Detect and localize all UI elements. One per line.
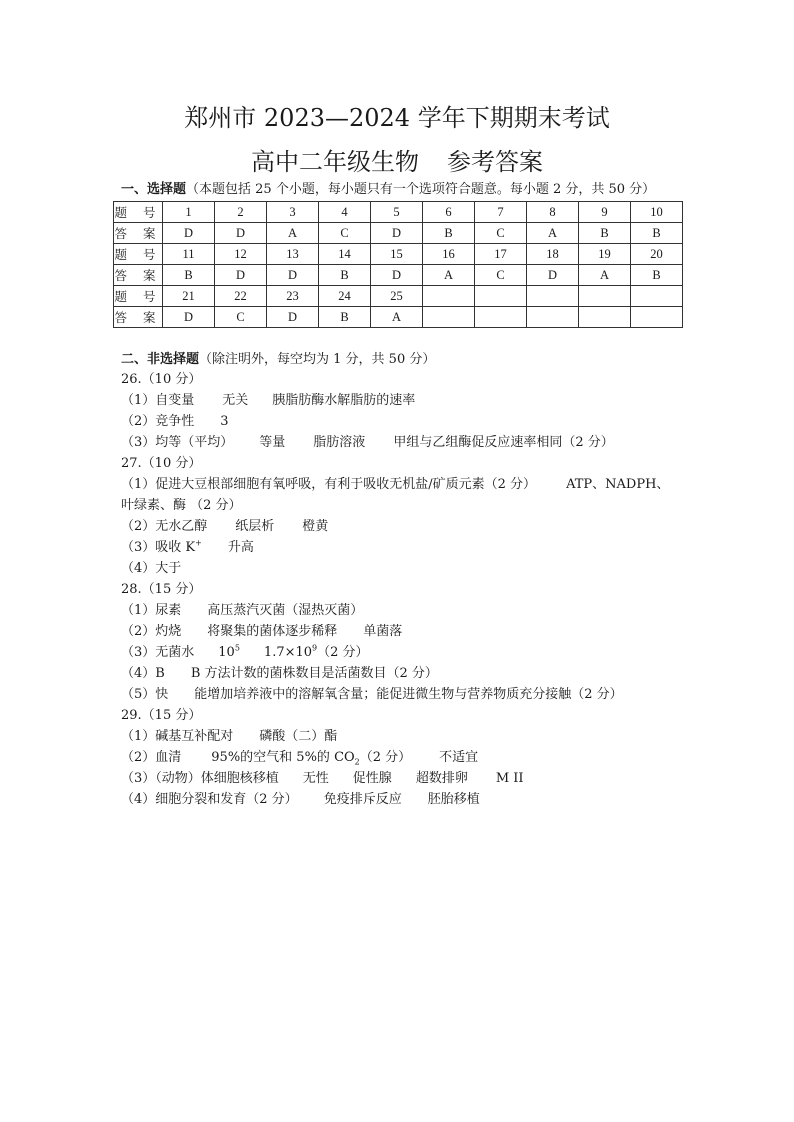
q28-line5: （5）快 能增加培养液中的溶解氧含量；能促进微生物与营养物质充分接触（2 分） — [121, 687, 623, 702]
section1-note: （本题包括 25 个小题，每小题只有一个选项符合题意。每小题 2 分，共 50 分） — [186, 182, 656, 197]
answer-cell — [423, 307, 475, 328]
table-row-numbers — [114, 286, 683, 307]
question-number-cell: 18 — [527, 244, 579, 265]
q29-head: 29.（15 分） — [121, 708, 202, 723]
q27-line3: （3）吸收 K+ 升高 — [121, 538, 254, 555]
answer-cell: D — [163, 223, 215, 244]
q29-line3: （3）（动物）体细胞核移植 无性 促性腺 超数排卵 M II — [121, 771, 524, 786]
answer-cell: D — [215, 265, 267, 286]
q26-line1: （1）自变量 无关 胰脂肪酶水解脂肪的速率 — [121, 393, 416, 408]
row-label-answer: 答 案 — [114, 223, 163, 244]
answer-cell — [631, 307, 683, 328]
table-row-answers — [114, 223, 683, 244]
q26-line3: （3）均等（平均） 等量 脂肪溶液 甲组与乙组酶促反应速率相同（2 分） — [121, 435, 614, 450]
exam-subtitle — [0, 142, 794, 182]
answer-cell — [579, 307, 631, 328]
q27-line1b: 叶绿素、酶 （2 分） — [121, 498, 242, 513]
table-row-answers — [114, 307, 683, 328]
answer-cell: B — [319, 307, 371, 328]
question-number-cell: 23 — [267, 286, 319, 307]
answer-cell: D — [527, 265, 579, 286]
question-number-cell: 5 — [371, 202, 423, 223]
question-number-cell: 17 — [475, 244, 527, 265]
subtitle-answer-key: 参考答案 — [447, 148, 543, 176]
q27-line2: （2）无水乙醇 纸层析 橙黄 — [121, 519, 329, 534]
question-number-cell: 16 — [423, 244, 475, 265]
answer-cell: D — [267, 265, 319, 286]
answer-cell: C — [319, 223, 371, 244]
q29-line1: （1）碱基互补配对 磷酸（二）酯 — [121, 729, 338, 744]
q28-line2: （2）灼烧 将聚集的菌体逐步稀释 单菌落 — [121, 624, 403, 639]
section1-title: 一、选择题 — [121, 182, 187, 197]
answer-cell: A — [267, 223, 319, 244]
q29-line4: （4）细胞分裂和发育（2 分） 免疫排斥反应 胚胎移植 — [121, 792, 480, 807]
row-label-answer: 答 案 — [114, 265, 163, 286]
answer-cell: B — [579, 223, 631, 244]
exam-title: 郑州市 2023—2024 学年下期期末考试 — [184, 104, 610, 132]
question-number-cell: 19 — [579, 244, 631, 265]
question-number-cell: 25 — [371, 286, 423, 307]
row-label-answer: 答 案 — [114, 307, 163, 328]
q29-line2: （2）血清 95%的空气和 5%的 $CO_2(2$ 分） 不适宜 — [121, 750, 479, 767]
section1-heading — [121, 181, 655, 199]
answer-cell: A — [527, 223, 579, 244]
answer-cell: A — [579, 265, 631, 286]
answer-cell: D — [163, 307, 215, 328]
q27-head: 27.（10 分） — [121, 456, 202, 471]
answer-cell: A — [423, 265, 475, 286]
table-row-answers — [114, 265, 683, 286]
table-row-numbers — [114, 202, 683, 223]
question-number-cell: 7 — [475, 202, 527, 223]
section2-title: 二、非选择题 — [121, 352, 200, 367]
question-number-cell: 3 — [267, 202, 319, 223]
answer-cell: C — [215, 307, 267, 328]
answer-cell: C — [475, 265, 527, 286]
question-number-cell — [579, 286, 631, 307]
answer-cell: A — [371, 307, 423, 328]
question-number-cell: 22 — [215, 286, 267, 307]
question-number-cell: 11 — [163, 244, 215, 265]
question-number-cell: 15 — [371, 244, 423, 265]
answer-cell: B — [423, 223, 475, 244]
question-number-cell — [475, 286, 527, 307]
question-number-cell: 21 — [163, 286, 215, 307]
answer-cell: C — [475, 223, 527, 244]
answer-cell: B — [163, 265, 215, 286]
q28-line4: （4）B B 方法计数的菌株数目是活菌数目（2 分） — [121, 666, 438, 681]
question-number-cell: 20 — [631, 244, 683, 265]
row-label-number: 题 号 — [114, 244, 163, 265]
answer-cell: D — [371, 223, 423, 244]
answer-cell: D — [371, 265, 423, 286]
q27-line1: （1）促进大豆根部细胞有氧呼吸，有利于吸收无机盐/矿质元素（2 分） ATP、NADPH、 — [121, 477, 670, 492]
question-number-cell: 13 — [267, 244, 319, 265]
subtitle-subject: 高中二年级生物 — [251, 148, 419, 176]
question-number-cell: 1 — [163, 202, 215, 223]
question-number-cell — [423, 286, 475, 307]
q26-line2: （2）竞争性 3 — [121, 414, 229, 429]
question-number-cell: 4 — [319, 202, 371, 223]
nonchoice-answers — [121, 369, 741, 810]
question-number-cell — [527, 286, 579, 307]
table-row-numbers — [114, 244, 683, 265]
question-number-cell: 9 — [579, 202, 631, 223]
q28-head: 28.（15 分） — [121, 582, 202, 597]
question-number-cell: 24 — [319, 286, 371, 307]
q26-head: 26.（10 分） — [121, 372, 202, 387]
answer-cell: D — [215, 223, 267, 244]
answer-cell: B — [319, 265, 371, 286]
answer-cell — [475, 307, 527, 328]
question-number-cell: 6 — [423, 202, 475, 223]
question-number-cell: 14 — [319, 244, 371, 265]
answer-cell: B — [631, 265, 683, 286]
row-label-number: 题 号 — [114, 202, 163, 223]
question-number-cell: 2 — [215, 202, 267, 223]
section2-note: （除注明外，每空均为 1 分，共 50 分） — [199, 352, 436, 367]
row-label-number: 题 号 — [114, 286, 163, 307]
q27-line4: （4）大于 — [121, 561, 182, 576]
answer-cell: D — [267, 307, 319, 328]
answer-cell: B — [631, 223, 683, 244]
question-number-cell: 8 — [527, 202, 579, 223]
q28-line3: （3）无菌水 $10^5$ $1.7\times 10^9(2$ 分） — [121, 643, 369, 660]
question-number-cell — [631, 286, 683, 307]
question-number-cell: 12 — [215, 244, 267, 265]
answer-cell — [527, 307, 579, 328]
q28-line1: （1）尿素 高压蒸汽灭菌（湿热灭菌） — [121, 603, 364, 618]
section2-heading — [121, 351, 435, 369]
answer-table — [113, 201, 683, 328]
question-number-cell: 10 — [631, 202, 683, 223]
